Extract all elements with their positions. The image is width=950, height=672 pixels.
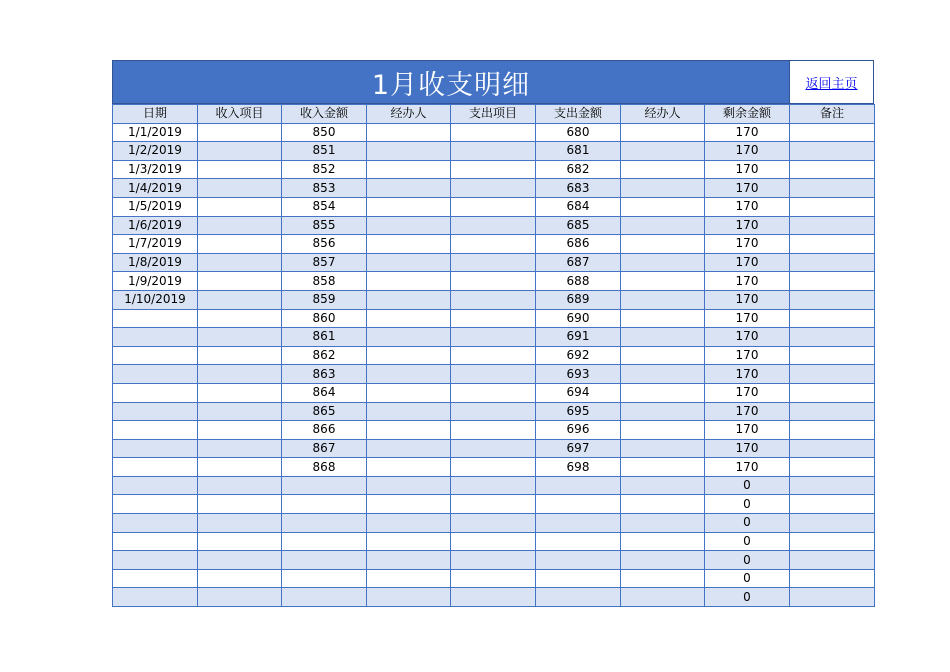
cell-expense-item[interactable] [451, 532, 536, 551]
cell-income-item[interactable] [198, 216, 282, 235]
cell-income-item[interactable] [198, 495, 282, 514]
cell-balance[interactable]: 170 [705, 179, 790, 198]
cell-income-handler[interactable] [367, 253, 451, 272]
cell-balance[interactable]: 0 [705, 514, 790, 533]
cell-notes[interactable] [790, 123, 875, 142]
table-row [113, 365, 875, 384]
cell-expense-amount[interactable]: 682 [536, 160, 621, 179]
table-row [113, 272, 875, 291]
cell-expense-amount[interactable]: 692 [536, 346, 621, 365]
cell-expense-handler[interactable] [621, 476, 705, 495]
cell-notes[interactable] [790, 160, 875, 179]
cell-income-amount[interactable]: 857 [282, 253, 367, 272]
table-row [113, 328, 875, 347]
cell-balance[interactable]: 170 [705, 235, 790, 254]
cell-income-handler[interactable] [367, 551, 451, 570]
cell-income-amount[interactable]: 855 [282, 216, 367, 235]
table-row [113, 179, 875, 198]
cell-notes[interactable] [790, 346, 875, 365]
cell-income-item[interactable] [198, 421, 282, 440]
cell-income-amount[interactable]: 865 [282, 402, 367, 421]
cell-balance[interactable]: 170 [705, 253, 790, 272]
return-link-cell[interactable] [789, 60, 874, 104]
cell-income-amount[interactable]: 860 [282, 309, 367, 328]
cell-notes[interactable] [790, 290, 875, 309]
cell-income-item[interactable] [198, 272, 282, 291]
cell-expense-item[interactable] [451, 569, 536, 588]
cell-income-handler[interactable] [367, 272, 451, 291]
cell-income-amount[interactable]: 867 [282, 439, 367, 458]
cell-expense-handler[interactable] [621, 458, 705, 477]
cell-date[interactable] [113, 402, 198, 421]
header-date[interactable]: 日期 [113, 105, 198, 124]
cell-balance[interactable]: 170 [705, 290, 790, 309]
cell-expense-item[interactable] [451, 402, 536, 421]
cell-income-handler[interactable] [367, 588, 451, 607]
cell-balance[interactable]: 170 [705, 439, 790, 458]
cell-expense-item[interactable] [451, 328, 536, 347]
cell-income-handler[interactable] [367, 458, 451, 477]
cell-income-item[interactable] [198, 328, 282, 347]
cell-income-handler[interactable] [367, 197, 451, 216]
ledger-sheet [112, 60, 874, 607]
cell-income-item[interactable] [198, 476, 282, 495]
cell-expense-handler[interactable] [621, 346, 705, 365]
cell-date[interactable] [113, 328, 198, 347]
cell-income-handler[interactable] [367, 309, 451, 328]
table-row [113, 495, 875, 514]
cell-expense-item[interactable] [451, 514, 536, 533]
cell-date[interactable] [113, 346, 198, 365]
cell-income-amount[interactable] [282, 551, 367, 570]
cell-notes[interactable] [790, 421, 875, 440]
cell-balance[interactable]: 170 [705, 365, 790, 384]
cell-income-item[interactable] [198, 514, 282, 533]
cell-expense-amount[interactable]: 681 [536, 142, 621, 161]
cell-income-handler[interactable] [367, 142, 451, 161]
cell-date[interactable] [113, 383, 198, 402]
cell-date[interactable]: 1/8/2019 [113, 253, 198, 272]
cell-expense-handler[interactable] [621, 123, 705, 142]
cell-expense-amount[interactable]: 689 [536, 290, 621, 309]
cell-income-handler[interactable] [367, 216, 451, 235]
cell-expense-handler[interactable] [621, 402, 705, 421]
table-row [113, 476, 875, 495]
cell-income-item[interactable] [198, 365, 282, 384]
cell-income-handler[interactable] [367, 402, 451, 421]
cell-income-item[interactable] [198, 439, 282, 458]
table-row [113, 439, 875, 458]
cell-expense-amount[interactable] [536, 514, 621, 533]
table-row [113, 458, 875, 477]
cell-balance[interactable]: 0 [705, 532, 790, 551]
cell-expense-item[interactable] [451, 235, 536, 254]
cell-date[interactable]: 1/3/2019 [113, 160, 198, 179]
title-row [112, 60, 874, 104]
cell-notes[interactable] [790, 495, 875, 514]
cell-expense-item[interactable] [451, 365, 536, 384]
header-expense-handler[interactable]: 经办人 [621, 105, 705, 124]
cell-expense-handler[interactable] [621, 160, 705, 179]
cell-expense-item[interactable] [451, 290, 536, 309]
cell-notes[interactable] [790, 532, 875, 551]
cell-date[interactable] [113, 495, 198, 514]
cell-expense-amount[interactable]: 683 [536, 179, 621, 198]
cell-expense-item[interactable] [451, 476, 536, 495]
cell-income-handler[interactable] [367, 383, 451, 402]
cell-expense-amount[interactable] [536, 495, 621, 514]
cell-expense-handler[interactable] [621, 532, 705, 551]
cell-notes[interactable] [790, 272, 875, 291]
cell-income-handler[interactable] [367, 179, 451, 198]
cell-income-amount[interactable]: 854 [282, 197, 367, 216]
cell-date[interactable] [113, 514, 198, 533]
cell-expense-amount[interactable] [536, 532, 621, 551]
cell-balance[interactable]: 170 [705, 402, 790, 421]
cell-income-amount[interactable]: 861 [282, 328, 367, 347]
cell-expense-amount[interactable]: 694 [536, 383, 621, 402]
table-row [113, 569, 875, 588]
cell-income-handler[interactable] [367, 328, 451, 347]
cell-expense-amount[interactable]: 695 [536, 402, 621, 421]
cell-notes[interactable] [790, 309, 875, 328]
cell-income-item[interactable] [198, 532, 282, 551]
cell-date[interactable] [113, 309, 198, 328]
cell-expense-item[interactable] [451, 439, 536, 458]
cell-balance[interactable]: 0 [705, 495, 790, 514]
cell-date[interactable]: 1/10/2019 [113, 290, 198, 309]
cell-expense-amount[interactable]: 698 [536, 458, 621, 477]
cell-balance[interactable]: 170 [705, 346, 790, 365]
cell-notes[interactable] [790, 235, 875, 254]
cell-expense-amount[interactable]: 693 [536, 365, 621, 384]
header-expense-amount[interactable]: 支出金额 [536, 105, 621, 124]
cell-expense-handler[interactable] [621, 142, 705, 161]
cell-expense-handler[interactable] [621, 235, 705, 254]
cell-expense-item[interactable] [451, 588, 536, 607]
cell-notes[interactable] [790, 142, 875, 161]
cell-income-item[interactable] [198, 346, 282, 365]
cell-expense-amount[interactable]: 685 [536, 216, 621, 235]
cell-income-amount[interactable]: 852 [282, 160, 367, 179]
cell-income-amount[interactable]: 864 [282, 383, 367, 402]
cell-income-handler[interactable] [367, 365, 451, 384]
cell-expense-item[interactable] [451, 197, 536, 216]
cell-expense-handler[interactable] [621, 569, 705, 588]
cell-income-amount[interactable]: 853 [282, 179, 367, 198]
cell-balance[interactable]: 170 [705, 216, 790, 235]
cell-notes[interactable] [790, 383, 875, 402]
cell-notes[interactable] [790, 328, 875, 347]
header-income-handler[interactable]: 经办人 [367, 105, 451, 124]
cell-expense-handler[interactable] [621, 551, 705, 570]
cell-expense-handler[interactable] [621, 439, 705, 458]
cell-notes[interactable] [790, 365, 875, 384]
cell-expense-amount[interactable] [536, 551, 621, 570]
table-row [113, 290, 875, 309]
cell-income-item[interactable] [198, 253, 282, 272]
cell-notes[interactable] [790, 551, 875, 570]
cell-income-item[interactable] [198, 290, 282, 309]
cell-income-item[interactable] [198, 142, 282, 161]
cell-balance[interactable]: 170 [705, 142, 790, 161]
table-row [113, 160, 875, 179]
cell-notes[interactable] [790, 402, 875, 421]
cell-expense-amount[interactable]: 686 [536, 235, 621, 254]
cell-expense-handler[interactable] [621, 421, 705, 440]
cell-balance[interactable]: 170 [705, 383, 790, 402]
table-header-row [113, 105, 875, 124]
cell-balance[interactable]: 170 [705, 160, 790, 179]
cell-expense-amount[interactable]: 697 [536, 439, 621, 458]
cell-date[interactable]: 1/1/2019 [113, 123, 198, 142]
cell-date[interactable] [113, 476, 198, 495]
cell-expense-handler[interactable] [621, 383, 705, 402]
cell-expense-item[interactable] [451, 383, 536, 402]
cell-expense-amount[interactable]: 680 [536, 123, 621, 142]
table-row [113, 551, 875, 570]
table-row [113, 197, 875, 216]
cell-expense-item[interactable] [451, 346, 536, 365]
cell-notes[interactable] [790, 216, 875, 235]
cell-income-amount[interactable]: 868 [282, 458, 367, 477]
cell-income-amount[interactable]: 859 [282, 290, 367, 309]
cell-income-amount[interactable]: 850 [282, 123, 367, 142]
cell-date[interactable]: 1/9/2019 [113, 272, 198, 291]
cell-expense-handler[interactable] [621, 309, 705, 328]
cell-income-item[interactable] [198, 551, 282, 570]
cell-expense-amount[interactable]: 684 [536, 197, 621, 216]
table-row [113, 309, 875, 328]
table-row [113, 123, 875, 142]
cell-expense-handler[interactable] [621, 365, 705, 384]
cell-income-item[interactable] [198, 235, 282, 254]
cell-date[interactable]: 1/2/2019 [113, 142, 198, 161]
table-row [113, 253, 875, 272]
cell-expense-item[interactable] [451, 179, 536, 198]
table-row [113, 532, 875, 551]
cell-income-handler[interactable] [367, 290, 451, 309]
sheet-title: 1月收支明细 [112, 60, 789, 104]
table-row [113, 421, 875, 440]
cell-date[interactable]: 1/6/2019 [113, 216, 198, 235]
cell-notes[interactable] [790, 179, 875, 198]
cell-date[interactable] [113, 551, 198, 570]
return-home-link[interactable]: 返回主页 [805, 76, 858, 92]
cell-date[interactable]: 1/5/2019 [113, 197, 198, 216]
cell-expense-handler[interactable] [621, 253, 705, 272]
cell-income-item[interactable] [198, 123, 282, 142]
cell-date[interactable] [113, 458, 198, 477]
cell-notes[interactable] [790, 476, 875, 495]
cell-income-item[interactable] [198, 402, 282, 421]
cell-expense-amount[interactable] [536, 588, 621, 607]
header-notes[interactable]: 备注 [790, 105, 875, 124]
table-row [113, 383, 875, 402]
cell-notes[interactable] [790, 569, 875, 588]
cell-expense-handler[interactable] [621, 495, 705, 514]
cell-expense-item[interactable] [451, 272, 536, 291]
cell-income-item[interactable] [198, 179, 282, 198]
cell-expense-amount[interactable]: 687 [536, 253, 621, 272]
header-balance[interactable]: 剩余金额 [705, 105, 790, 124]
cell-expense-amount[interactable] [536, 569, 621, 588]
cell-expense-item[interactable] [451, 458, 536, 477]
cell-expense-handler[interactable] [621, 328, 705, 347]
cell-expense-handler[interactable] [621, 179, 705, 198]
cell-expense-item[interactable] [451, 309, 536, 328]
cell-income-handler[interactable] [367, 123, 451, 142]
cell-notes[interactable] [790, 458, 875, 477]
cell-notes[interactable] [790, 439, 875, 458]
cell-income-handler[interactable] [367, 439, 451, 458]
cell-balance[interactable]: 170 [705, 197, 790, 216]
cell-notes[interactable] [790, 514, 875, 533]
header-income-item[interactable]: 收入项目 [198, 105, 282, 124]
cell-income-item[interactable] [198, 458, 282, 477]
cell-income-amount[interactable]: 862 [282, 346, 367, 365]
cell-expense-handler[interactable] [621, 290, 705, 309]
cell-notes[interactable] [790, 253, 875, 272]
cell-income-handler[interactable] [367, 421, 451, 440]
cell-expense-handler[interactable] [621, 588, 705, 607]
cell-expense-item[interactable] [451, 142, 536, 161]
table-row [113, 588, 875, 607]
cell-notes[interactable] [790, 588, 875, 607]
cell-balance[interactable]: 0 [705, 588, 790, 607]
cell-date[interactable] [113, 588, 198, 607]
cell-income-handler[interactable] [367, 346, 451, 365]
cell-income-amount[interactable] [282, 569, 367, 588]
cell-balance[interactable]: 170 [705, 123, 790, 142]
cell-income-amount[interactable]: 856 [282, 235, 367, 254]
cell-income-amount[interactable] [282, 495, 367, 514]
cell-expense-amount[interactable]: 690 [536, 309, 621, 328]
table-row [113, 235, 875, 254]
cell-expense-item[interactable] [451, 253, 536, 272]
cell-income-handler[interactable] [367, 235, 451, 254]
cell-expense-item[interactable] [451, 551, 536, 570]
cell-balance[interactable]: 170 [705, 458, 790, 477]
cell-income-amount[interactable] [282, 514, 367, 533]
cell-date[interactable] [113, 532, 198, 551]
cell-expense-amount[interactable]: 696 [536, 421, 621, 440]
cell-income-amount[interactable]: 858 [282, 272, 367, 291]
cell-income-handler[interactable] [367, 160, 451, 179]
cell-expense-item[interactable] [451, 123, 536, 142]
cell-income-handler[interactable] [367, 476, 451, 495]
table-row [113, 142, 875, 161]
cell-date[interactable] [113, 421, 198, 440]
ledger-table [112, 104, 875, 607]
cell-income-handler[interactable] [367, 532, 451, 551]
cell-income-item[interactable] [198, 383, 282, 402]
cell-expense-item[interactable] [451, 216, 536, 235]
cell-income-handler[interactable] [367, 569, 451, 588]
cell-date[interactable]: 1/4/2019 [113, 179, 198, 198]
header-expense-item[interactable]: 支出项目 [451, 105, 536, 124]
cell-expense-handler[interactable] [621, 216, 705, 235]
cell-income-handler[interactable] [367, 495, 451, 514]
cell-date[interactable] [113, 569, 198, 588]
cell-balance[interactable]: 0 [705, 569, 790, 588]
cell-expense-amount[interactable] [536, 476, 621, 495]
cell-balance[interactable]: 0 [705, 551, 790, 570]
cell-income-amount[interactable]: 863 [282, 365, 367, 384]
cell-income-item[interactable] [198, 569, 282, 588]
cell-date[interactable] [113, 365, 198, 384]
table-row [113, 346, 875, 365]
cell-balance[interactable]: 170 [705, 272, 790, 291]
cell-income-item[interactable] [198, 588, 282, 607]
cell-income-amount[interactable] [282, 532, 367, 551]
cell-date[interactable]: 1/7/2019 [113, 235, 198, 254]
header-income-amount[interactable]: 收入金额 [282, 105, 367, 124]
cell-income-amount[interactable] [282, 476, 367, 495]
cell-balance[interactable]: 0 [705, 476, 790, 495]
cell-expense-item[interactable] [451, 421, 536, 440]
cell-expense-amount[interactable]: 691 [536, 328, 621, 347]
cell-income-item[interactable] [198, 197, 282, 216]
cell-expense-amount[interactable]: 688 [536, 272, 621, 291]
cell-income-item[interactable] [198, 309, 282, 328]
cell-income-handler[interactable] [367, 514, 451, 533]
cell-date[interactable] [113, 439, 198, 458]
cell-balance[interactable]: 170 [705, 421, 790, 440]
cell-balance[interactable]: 170 [705, 328, 790, 347]
cell-expense-handler[interactable] [621, 197, 705, 216]
cell-income-item[interactable] [198, 160, 282, 179]
cell-notes[interactable] [790, 197, 875, 216]
table-row [113, 216, 875, 235]
cell-income-amount[interactable] [282, 588, 367, 607]
cell-expense-handler[interactable] [621, 272, 705, 291]
cell-expense-item[interactable] [451, 495, 536, 514]
cell-income-amount[interactable]: 866 [282, 421, 367, 440]
table-row [113, 402, 875, 421]
cell-balance[interactable]: 170 [705, 309, 790, 328]
table-body [113, 123, 875, 606]
cell-income-amount[interactable]: 851 [282, 142, 367, 161]
table-row [113, 514, 875, 533]
cell-expense-item[interactable] [451, 160, 536, 179]
cell-expense-handler[interactable] [621, 514, 705, 533]
